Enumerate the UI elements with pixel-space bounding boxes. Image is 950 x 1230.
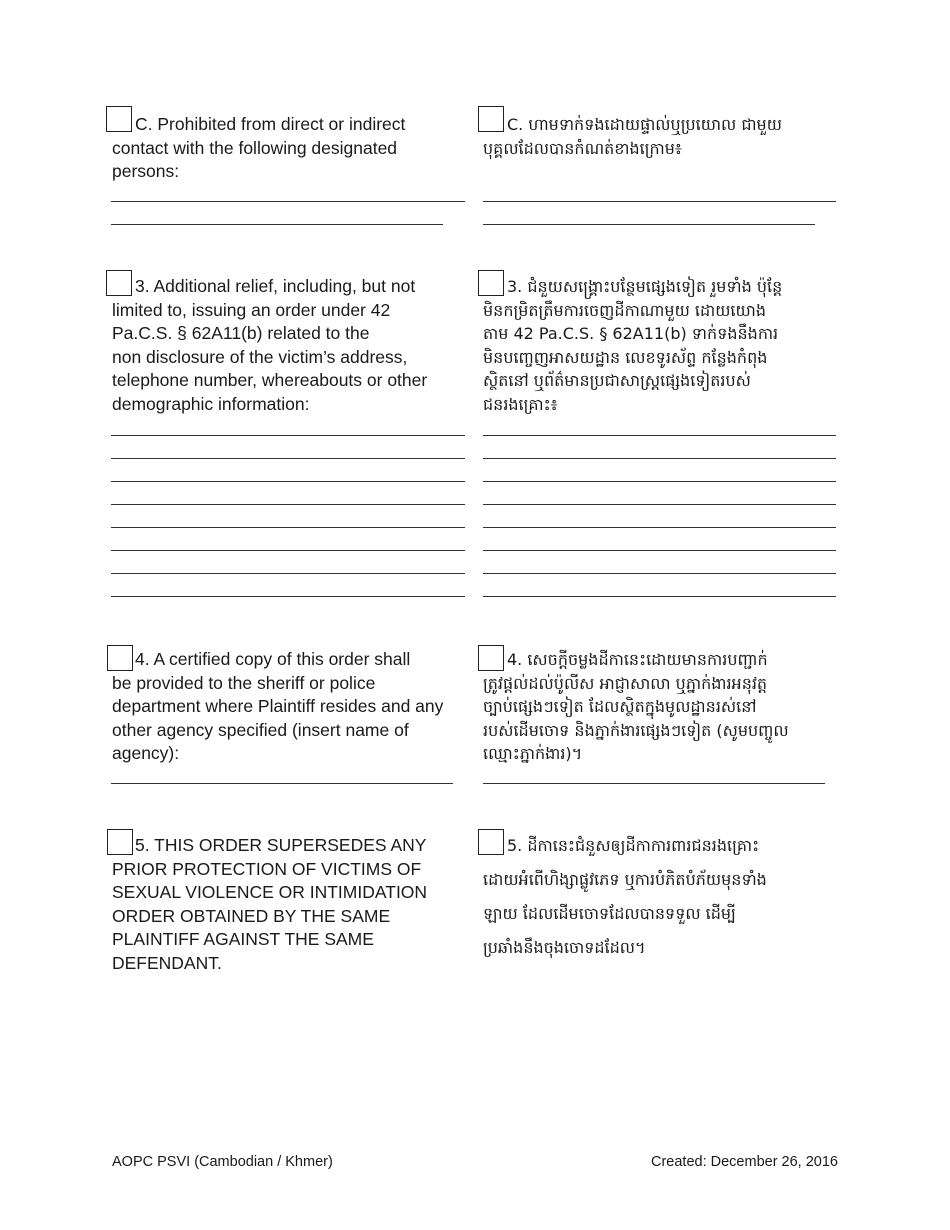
section-3-text-kh: 3. ជំនួយសង្គ្រោះបន្ថែមផ្សេងទៀត រួមទាំង ប៉ុន្តែ មិនកម្រិតត្រឹមការចេញដីកាណាមួយ ដោយយោង តាម 42 Pa.C.S. § 62A11(b) ទាក់ទងនឹងការ មិនបញ្ចេញអាសយដ្ឋាន លេខទូរស័ព្ទ កន្លែងកំពុង ស្ថិតនៅ ឬព័ត៌មានប្រជាសាស្រ្តផ្សេងទៀតរបស់ ជនរងគ្រោះ៖ (483, 277, 783, 414)
blank-line[interactable] (483, 435, 836, 436)
blank-line[interactable] (483, 481, 836, 482)
blank-line[interactable] (483, 550, 836, 551)
blank-line[interactable] (111, 201, 465, 202)
blank-line[interactable] (483, 596, 836, 597)
blank-line[interactable] (111, 783, 453, 784)
section-3-text-en: 3. Additional relief, including, but not limited to, issuing an order under 42 Pa.C.S. § 62A11(b) related to the non disclosure of the victim’s address, telephone number, whereabouts or other demographic information: (112, 276, 428, 414)
section-5-text-en: 5. THIS ORDER SUPERSEDES ANY PRIOR PROTECTION OF VICTIMS OF SEXUAL VIOLENCE OR INTIMIDATION ORDER OBTAINED BY THE SAME PLAINTIFF AGAINST THE SAME DEFENDANT. (112, 835, 428, 973)
blank-line[interactable] (111, 435, 465, 436)
footer-form-id: AOPC PSVI (Cambodian / Khmer) (112, 1154, 333, 1170)
blank-line[interactable] (483, 504, 836, 505)
footer-created-date: Created: December 26, 2016 (651, 1154, 838, 1170)
blank-line[interactable] (111, 224, 443, 225)
section-c-text-en: C. Prohibited from direct or indirect contact with the following designated persons: (112, 114, 406, 181)
section-4-text-kh: 4. សេចក្តីចម្លងដីកានេះដោយមានការបញ្ជាក់ ត្រូវផ្តល់ដល់ប៉ូលីស អាជ្ញាសាលា ឬភ្នាក់ងារអនុវត្ត ច្បាប់ផ្សេងៗទៀត ដែលស្ថិតក្នុងមូលដ្ឋានរស់នៅ របស់ដើមចោទ និងភ្នាក់ងារផ្សេងៗទៀត (សូមបញ្ចូល ឈ្មោះភ្នាក់ងារ)។ (483, 650, 789, 763)
blank-line[interactable] (483, 783, 825, 784)
blank-line[interactable] (111, 458, 465, 459)
blank-line[interactable] (111, 504, 465, 505)
blank-line[interactable] (111, 596, 465, 597)
blank-line[interactable] (483, 201, 836, 202)
blank-line[interactable] (483, 224, 815, 225)
blank-line[interactable] (111, 527, 465, 528)
section-4-text-en: 4. A certified copy of this order shall be provided to the sheriff or police department where Plaintiff resides and any other agency specified (insert name of agency): (112, 649, 444, 763)
blank-line[interactable] (111, 573, 465, 574)
section-5-text-kh: 5. ដីកានេះជំនួសឲ្យដីកាការពារជនរងគ្រោះ ដោយអំពើហិង្សាផ្លូវភេទ ឬការបំភិតបំភ័យមុនទាំង ឡាយ ដែលដើមចោទដែលបានទទួល ដើម្បី ប្រឆាំងនឹងចុងចោទដដែល។ (483, 836, 767, 957)
blank-line[interactable] (111, 550, 465, 551)
blank-line[interactable] (483, 573, 836, 574)
blank-line[interactable] (111, 481, 465, 482)
blank-line[interactable] (483, 458, 836, 459)
blank-line[interactable] (483, 527, 836, 528)
section-c-text-kh: C. ហាមទាក់ទងដោយផ្ទាល់ឬប្រយោល ជាមួយ បុគ្គលដែលបានកំណត់ខាងក្រោម៖ (483, 115, 782, 158)
